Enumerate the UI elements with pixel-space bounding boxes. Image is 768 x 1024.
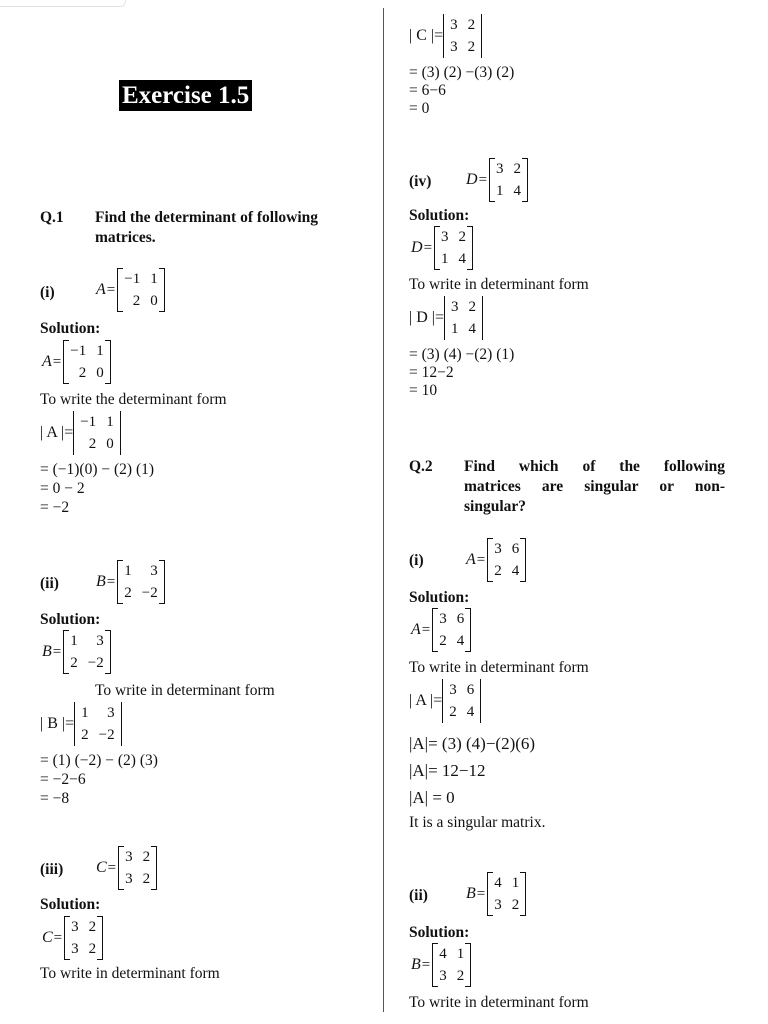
matrix-name: A — [411, 621, 421, 638]
det-name: | A |= — [409, 692, 443, 709]
q2-part-ii-label: (ii) — [409, 887, 428, 904]
matrix-cell: 3 — [441, 229, 449, 245]
part-iii-matrix-solution: C = 3 2 3 2 — [42, 916, 103, 960]
step-line: = 6−6 — [409, 82, 446, 99]
matrix-d — [434, 226, 473, 270]
part-iv-matrix-def: D = 3 2 1 4 — [466, 158, 528, 202]
matrix-cell: 3 — [125, 849, 133, 865]
q2-part-i-determinant — [409, 679, 481, 723]
q2-part-i-matrix-def: A = 3 6 2 4 — [466, 538, 526, 582]
part-iii-label: (iii) — [40, 861, 64, 878]
solution-label: Solution: — [40, 320, 101, 337]
matrix-cell: 3 — [96, 633, 104, 649]
matrix-name: B — [42, 643, 52, 660]
matrix-cell: 4 — [511, 563, 520, 579]
part-iii-matrix-def: C = 3 2 3 2 — [96, 846, 157, 890]
det-a — [442, 679, 481, 723]
matrix-cell: 2 — [467, 17, 476, 33]
q2-part-i-matrix-solution: A = 3 6 2 4 — [411, 608, 471, 652]
matrix-name: B — [466, 885, 476, 902]
part-ii-label: (ii) — [40, 575, 59, 592]
step-line: |A|= (3) (4)−(2)(6) — [409, 734, 536, 753]
top-tab-edge — [0, 0, 126, 7]
matrix-cell: 1 — [496, 183, 504, 199]
det-form-text: To write in determinant form — [409, 659, 589, 676]
step-line: = −8 — [40, 790, 70, 807]
matrix-cell: 1 — [441, 251, 449, 267]
part-i-matrix-solution: A = −1 1 2 0 — [42, 340, 111, 384]
matrix-cell: 1 — [456, 946, 465, 962]
det-name: | C |= — [409, 27, 444, 44]
solution-label: Solution: — [409, 207, 470, 224]
part-ii-matrix-solution: B = 1 3 2 −2 — [42, 630, 111, 674]
matrix-cell: 2 — [81, 727, 89, 743]
det-form-text: To write in determinant form — [95, 682, 275, 699]
matrix-name: C — [42, 929, 53, 946]
matrix-cell: 4 — [468, 321, 476, 337]
matrix-cell: 2 — [513, 161, 522, 177]
matrix-cell: 4 — [513, 183, 522, 199]
solution-label: Solution: — [409, 589, 470, 606]
conclusion-text: It is a singular matrix. — [409, 814, 546, 831]
part-ii-determinant — [40, 702, 122, 746]
matrix-cell: 2 — [142, 849, 151, 865]
part-i-matrix-def: A = −1 1 2 0 — [96, 268, 165, 312]
matrix-cell: 3 — [450, 299, 459, 315]
part-i-label: (i) — [40, 284, 55, 301]
matrix-d — [489, 158, 528, 202]
matrix-a — [117, 268, 164, 312]
matrix-b — [63, 630, 110, 674]
matrix-cell: 2 — [456, 968, 465, 984]
matrix-cell: 0 — [150, 293, 158, 309]
matrix-a — [63, 340, 110, 384]
step-line: |A|= 12−12 — [409, 761, 486, 780]
matrix-cell: 2 — [88, 919, 97, 935]
matrix-cell: 3 — [125, 871, 133, 887]
matrix-cell: 2 — [494, 563, 502, 579]
step-line: = 10 — [409, 382, 438, 399]
matrix-cell: 2 — [132, 293, 141, 309]
step-line: = 0 − 2 — [40, 480, 85, 497]
part-iv-determinant — [409, 296, 483, 340]
matrix-cell: 3 — [71, 941, 79, 957]
det-name: | A |= — [40, 424, 74, 441]
matrix-cell: −1 — [70, 343, 87, 359]
step-line: = 0 — [409, 100, 430, 117]
matrix-a — [487, 538, 526, 582]
matrix-cell: 2 — [439, 633, 447, 649]
matrix-cell: 3 — [71, 919, 79, 935]
matrix-cell: −2 — [141, 585, 158, 601]
det-b — [74, 702, 121, 746]
matrix-cell: 2 — [511, 897, 520, 913]
step-line: |A| = 0 — [409, 788, 455, 807]
det-form-text: To write in determinant form — [409, 994, 589, 1011]
matrix-cell: 2 — [88, 941, 97, 957]
det-c — [443, 14, 482, 58]
matrix-cell: 2 — [458, 229, 467, 245]
step-line: = (1) (−2) − (2) (3) — [40, 752, 158, 769]
matrix-cell: 4 — [456, 633, 465, 649]
matrix-cell: 1 — [450, 321, 459, 337]
matrix-cell: 3 — [150, 563, 158, 579]
matrix-cell: 1 — [70, 633, 78, 649]
part-iii-determinant — [409, 14, 482, 58]
det-d — [444, 296, 483, 340]
matrix-cell: 3 — [450, 17, 458, 33]
matrix-cell: 4 — [439, 946, 447, 962]
matrix-cell: −2 — [87, 655, 104, 671]
matrix-b — [487, 872, 526, 916]
matrix-name: A — [466, 551, 476, 568]
matrix-name: B — [96, 573, 106, 590]
step-line: = −2−6 — [40, 771, 86, 788]
q2-number: Q.2 — [409, 458, 433, 475]
part-i-determinant — [40, 411, 121, 455]
exercise-title: Exercise 1.5 — [119, 80, 252, 111]
det-form-text: To write in determinant form — [40, 965, 220, 982]
matrix-c — [118, 846, 157, 890]
matrix-cell: 2 — [70, 655, 78, 671]
matrix-cell: 2 — [142, 871, 151, 887]
matrix-cell: 3 — [494, 541, 502, 557]
matrix-name: B — [411, 956, 421, 973]
matrix-cell: 3 — [449, 682, 457, 698]
matrix-cell: 1 — [124, 563, 132, 579]
matrix-cell: 1 — [511, 875, 520, 891]
part-ii-matrix-def: B = 1 3 2 −2 — [96, 560, 165, 604]
det-a — [73, 411, 120, 455]
matrix-name: C — [96, 859, 107, 876]
matrix-name: A — [96, 281, 106, 298]
matrix-cell: 2 — [88, 436, 97, 452]
matrix-cell: 0 — [106, 436, 114, 452]
matrix-cell: 3 — [439, 968, 447, 984]
matrix-cell: 2 — [78, 365, 87, 381]
q2-part-ii-matrix-solution: B = 4 1 3 2 — [411, 943, 471, 987]
matrix-name: D — [411, 239, 423, 256]
solution-label: Solution: — [40, 896, 101, 913]
matrix-name: D — [466, 171, 478, 188]
matrix-cell: −1 — [80, 414, 97, 430]
matrix-cell: 2 — [449, 704, 457, 720]
q2-part-i-label: (i) — [409, 552, 424, 569]
matrix-cell: 4 — [458, 251, 467, 267]
matrix-cell: −1 — [124, 271, 141, 287]
matrix-cell: 1 — [96, 343, 104, 359]
column-divider — [383, 8, 384, 1012]
matrix-cell: 2 — [468, 299, 476, 315]
matrix-cell: 6 — [466, 682, 475, 698]
det-name: | B |= — [40, 715, 75, 732]
q2-part-ii-matrix-def: B = 4 1 3 2 — [466, 872, 526, 916]
matrix-cell: 1 — [150, 271, 158, 287]
matrix-cell: 3 — [107, 705, 115, 721]
matrix-cell: 3 — [439, 611, 447, 627]
matrix-cell: 1 — [81, 705, 89, 721]
matrix-b — [432, 943, 471, 987]
q2-text-line1: Find which of the following — [464, 458, 725, 475]
q1-text-line2: matrices. — [95, 229, 156, 246]
matrix-cell: 6 — [456, 611, 465, 627]
matrix-cell: 3 — [494, 897, 502, 913]
step-line: = (3) (4) −(2) (1) — [409, 346, 515, 363]
part-iv-matrix-solution: D = 3 2 1 4 — [411, 226, 473, 270]
matrix-c — [64, 916, 103, 960]
matrix-cell: 0 — [96, 365, 104, 381]
part-iv-label: (iv) — [409, 173, 432, 190]
det-name: | D |= — [409, 309, 444, 326]
matrix-cell: 4 — [466, 704, 475, 720]
step-line: = −2 — [40, 499, 70, 516]
matrix-cell: −2 — [98, 727, 115, 743]
q2-text-line3: singular? — [464, 498, 527, 515]
step-line: = (3) (2) −(3) (2) — [409, 64, 515, 81]
q2-text-line2: matrices are singular or non- — [464, 478, 725, 495]
matrix-cell: 1 — [106, 414, 114, 430]
solution-label: Solution: — [40, 611, 101, 628]
matrix-name: A — [42, 353, 52, 370]
matrix-cell: 4 — [494, 875, 502, 891]
step-line: = (−1)(0) − (2) (1) — [40, 461, 155, 478]
step-line: = 12−2 — [409, 364, 454, 381]
matrix-cell: 3 — [450, 39, 458, 55]
q1-number: Q.1 — [40, 209, 64, 226]
det-form-text: To write in determinant form — [409, 276, 589, 293]
det-form-text: To write the determinant form — [40, 391, 227, 408]
matrix-cell: 2 — [467, 39, 476, 55]
matrix-a — [432, 608, 471, 652]
q1-text-line1: Find the determinant of following — [95, 209, 319, 226]
solution-label: Solution: — [409, 924, 470, 941]
matrix-cell: 2 — [124, 585, 132, 601]
matrix-b — [117, 560, 164, 604]
matrix-cell: 6 — [511, 541, 520, 557]
matrix-cell: 3 — [496, 161, 504, 177]
